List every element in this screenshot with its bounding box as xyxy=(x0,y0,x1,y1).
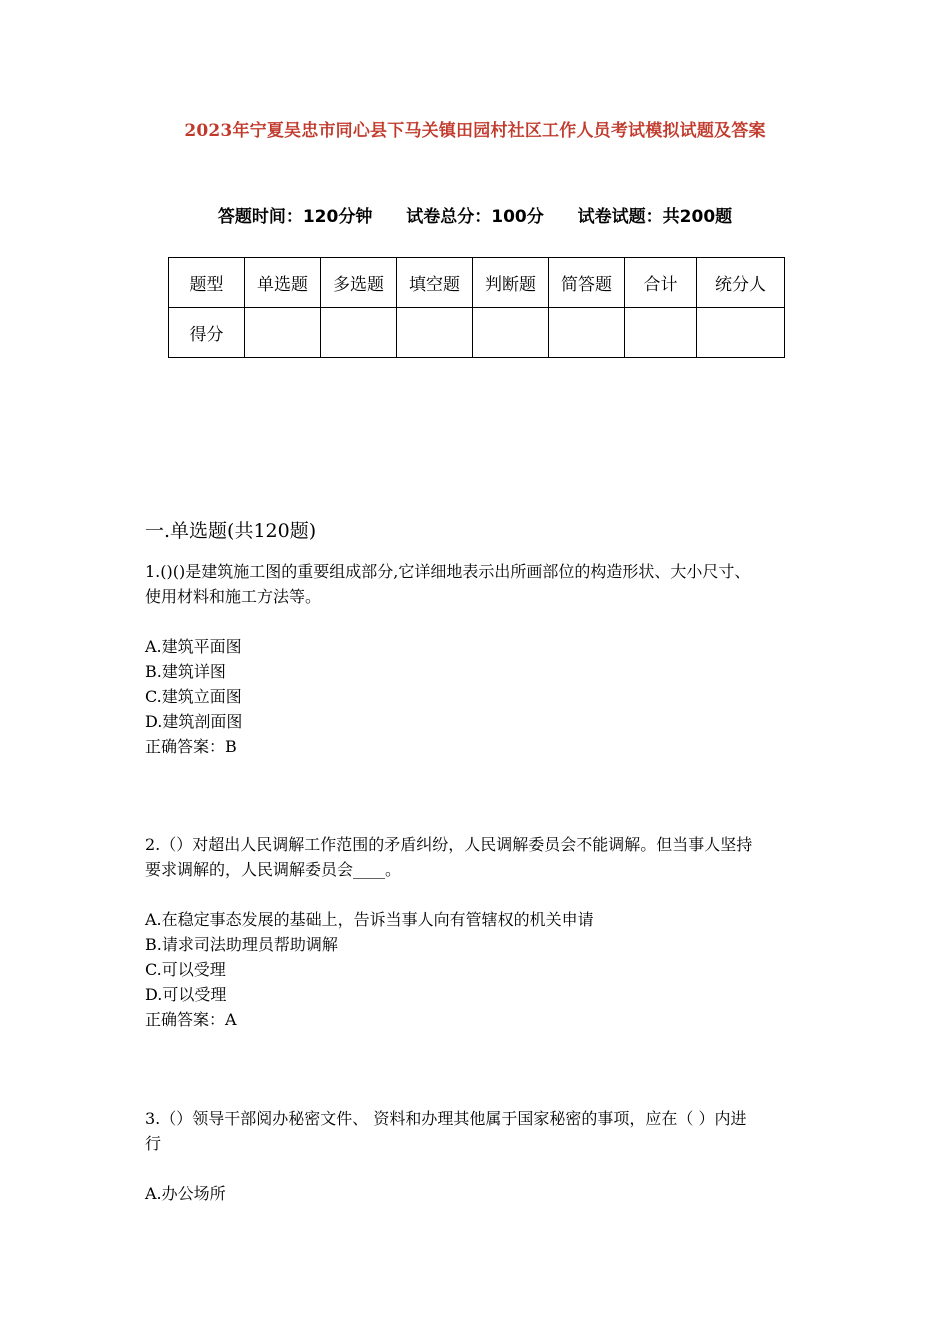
score-table xyxy=(168,257,785,358)
exam-total-score: 试卷总分：100分 xyxy=(406,207,544,227)
score-table-header: 简答题 xyxy=(549,258,625,308)
option-a: A.办公场所 xyxy=(145,1184,226,1203)
score-table-header: 判断题 xyxy=(473,258,549,308)
score-table-header: 统分人 xyxy=(697,258,785,308)
question-stem: 3.（）领导干部阅办秘密文件、 资料和办理其他属于国家秘密的事项，应在（ ）内进 xyxy=(145,1109,747,1128)
option-a: A.建筑平面图 xyxy=(145,637,242,656)
score-cell xyxy=(245,308,321,358)
score-table-header: 单选题 xyxy=(245,258,321,308)
score-table-header: 题型 xyxy=(169,258,245,308)
option-c: C.建筑立面图 xyxy=(145,687,242,706)
question-2 xyxy=(145,832,815,1032)
exam-time: 答题时间：120分钟 xyxy=(217,207,373,227)
score-cell xyxy=(473,308,549,358)
score-table-row-label: 得分 xyxy=(169,308,245,358)
option-d: D.可以受理 xyxy=(145,985,227,1004)
score-table-score-row xyxy=(169,308,785,358)
exam-meta xyxy=(0,202,950,227)
option-c: C.可以受理 xyxy=(145,960,226,979)
option-b: B.建筑详图 xyxy=(145,662,226,681)
score-table-header-row xyxy=(169,258,785,308)
score-cell xyxy=(625,308,697,358)
question-stem: 1.()()是建筑施工图的重要组成部分,它详细地表示出所画部位的构造形状、大小尺寸、 xyxy=(145,562,751,581)
section-title: 一.单选题(共120题) xyxy=(145,520,317,542)
correct-answer: 正确答案：B xyxy=(145,737,237,756)
question-3 xyxy=(145,1106,815,1206)
question-stem: 使用材料和施工方法等。 xyxy=(145,587,322,606)
score-cell xyxy=(697,308,785,358)
score-cell xyxy=(397,308,473,358)
question-stem: 2.（）对超出人民调解工作范围的矛盾纠纷，人民调解委员会不能调解。但当事人坚持 xyxy=(145,835,753,854)
option-b: B.请求司法助理员帮助调解 xyxy=(145,935,338,954)
question-stem: 要求调解的，人民调解委员会____。 xyxy=(145,860,402,879)
document-title: 2023年宁夏吴忠市同心县下马关镇田园村社区工作人员考试模拟试题及答案 xyxy=(184,121,766,141)
option-d: D.建筑剖面图 xyxy=(145,712,243,731)
exam-question-count: 试卷试题：共200题 xyxy=(577,207,733,227)
question-stem: 行 xyxy=(145,1134,162,1153)
score-table-header: 多选题 xyxy=(321,258,397,308)
option-a: A.在稳定事态发展的基础上，告诉当事人向有管辖权的机关申请 xyxy=(145,910,594,929)
score-table-header: 填空题 xyxy=(397,258,473,308)
correct-answer: 正确答案：A xyxy=(145,1010,237,1029)
score-cell xyxy=(321,308,397,358)
question-1 xyxy=(145,559,815,759)
score-table-header: 合计 xyxy=(625,258,697,308)
score-cell xyxy=(549,308,625,358)
